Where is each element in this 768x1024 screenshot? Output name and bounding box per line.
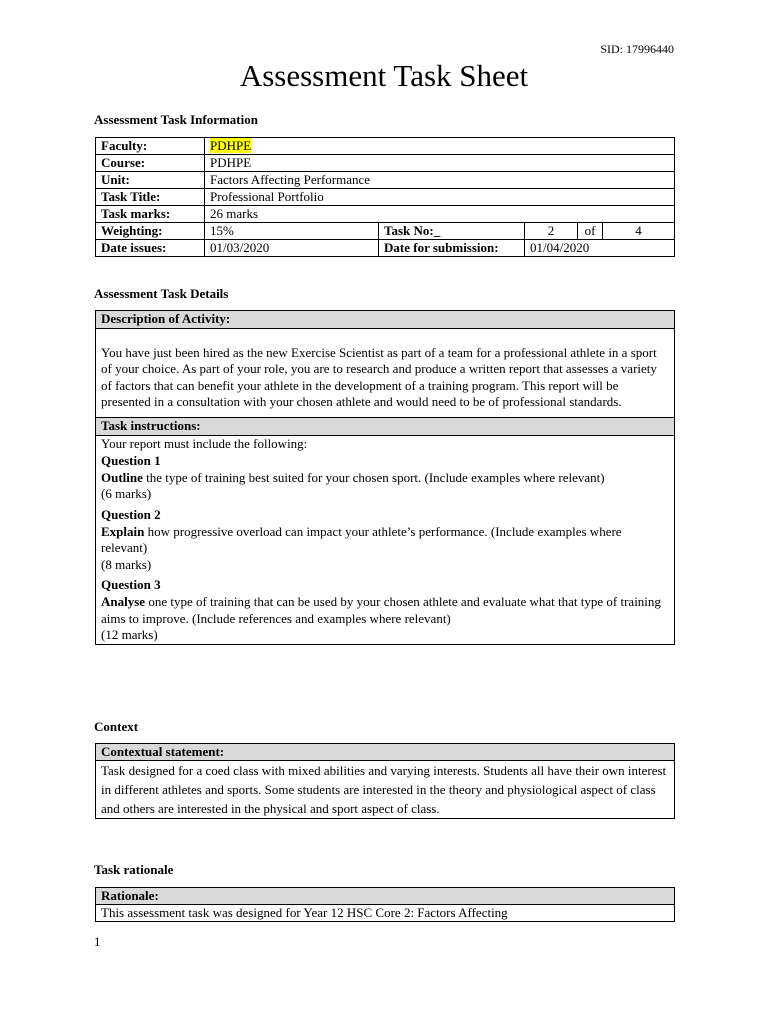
context-heading: Context bbox=[94, 719, 139, 734]
instructions-cell bbox=[96, 435, 675, 644]
page-number: 1 bbox=[94, 934, 101, 949]
table-row bbox=[96, 206, 675, 223]
question-3-marks: (12 marks) bbox=[101, 627, 158, 643]
task-no-value: 2 bbox=[525, 223, 578, 240]
question-1-verb: Outline bbox=[101, 469, 143, 485]
question-3-verb: Analyse bbox=[101, 593, 146, 609]
description-text: You have just been hired as the new Exercise Scientist as part of a team for a professional athlete in a sport of your choice. As part of your role, you are to research and produce a written report that assesses a variety of factors that can benefit your athlete in the development of a training program. This report will be presented in a consultation with your chosen athlete and would need to be of professional standards. bbox=[96, 328, 675, 417]
context-text: Task designed for a coed class with mixed abilities and varying interests. Students all have their own interest in different athletes and sports. Some students are interested in the theory and physiological aspect of class and others are interested in the physical and sport aspect of class. bbox=[96, 761, 675, 819]
course-label: Course: bbox=[96, 155, 205, 172]
question-2-verb: Explain bbox=[101, 523, 145, 539]
question-1-body: the type of training best suited for your chosen sport. (Include examples where relevant) bbox=[142, 469, 605, 485]
of-label: of bbox=[578, 223, 603, 240]
table-row bbox=[96, 240, 675, 257]
weighting-value: 15% bbox=[205, 223, 379, 240]
rationale-table bbox=[95, 887, 675, 922]
task-no-label: Task No:_ bbox=[379, 223, 525, 240]
table-row bbox=[96, 223, 675, 240]
question-1-title: Question 1 bbox=[101, 453, 161, 469]
context-header: Contextual statement: bbox=[96, 744, 675, 761]
table-row bbox=[96, 744, 675, 761]
date-issues-label: Date issues: bbox=[96, 240, 205, 257]
instructions-intro: Your report must include the following: bbox=[101, 435, 308, 451]
unit-value: Factors Affecting Performance bbox=[205, 172, 675, 189]
instructions-header: Task instructions: bbox=[96, 417, 675, 435]
question-2-text bbox=[101, 524, 669, 557]
page-title: Assessment Task Sheet bbox=[239, 58, 529, 93]
info-heading: Assessment Task Information bbox=[94, 112, 258, 127]
task-marks-label: Task marks: bbox=[96, 206, 205, 223]
context-table bbox=[95, 743, 675, 819]
faculty-cell bbox=[205, 138, 675, 155]
table-row bbox=[96, 888, 675, 905]
question-2-body: how progressive overload can impact your athlete’s performance. (Include examples where relevant) bbox=[101, 523, 622, 556]
table-row bbox=[96, 417, 675, 435]
question-1-text bbox=[101, 470, 669, 487]
question-3-text bbox=[101, 594, 669, 627]
table-row bbox=[96, 761, 675, 819]
faculty-value: PDHPE bbox=[210, 138, 252, 153]
student-id: SID: 17996440 bbox=[600, 42, 674, 56]
task-info-table bbox=[95, 137, 675, 257]
table-row bbox=[96, 172, 675, 189]
task-total-value: 4 bbox=[603, 223, 675, 240]
description-header: Description of Activity: bbox=[96, 311, 675, 329]
question-2-marks: (8 marks) bbox=[101, 556, 152, 572]
table-row bbox=[96, 311, 675, 329]
question-1-marks: (6 marks) bbox=[101, 486, 152, 502]
table-row bbox=[96, 328, 675, 417]
table-row bbox=[96, 155, 675, 172]
date-submission-label: Date for submission: bbox=[379, 240, 525, 257]
task-title-label: Task Title: bbox=[96, 189, 205, 206]
rationale-header: Rationale: bbox=[96, 888, 675, 905]
task-marks-value: 26 marks bbox=[205, 206, 675, 223]
unit-label: Unit: bbox=[96, 172, 205, 189]
rationale-heading: Task rationale bbox=[94, 862, 174, 877]
task-title-value: Professional Portfolio bbox=[205, 189, 675, 206]
details-heading: Assessment Task Details bbox=[94, 286, 229, 301]
date-issues-value: 01/03/2020 bbox=[205, 240, 379, 257]
table-row bbox=[96, 189, 675, 206]
course-value: PDHPE bbox=[205, 155, 675, 172]
date-submission-value: 01/04/2020 bbox=[525, 240, 675, 257]
rationale-text: This assessment task was designed for Year 12 HSC Core 2: Factors Affecting bbox=[96, 905, 675, 922]
faculty-label: Faculty: bbox=[96, 138, 205, 155]
question-2-title: Question 2 bbox=[101, 506, 161, 522]
question-3-title: Question 3 bbox=[101, 577, 161, 593]
table-row bbox=[96, 435, 675, 644]
question-3-body: one type of training that can be used by your chosen athlete and evaluate what that type of training aims to improve. (Include references and examples where relevant) bbox=[101, 593, 661, 626]
weighting-label: Weighting: bbox=[96, 223, 205, 240]
table-row bbox=[96, 138, 675, 155]
table-row bbox=[96, 905, 675, 922]
task-details-table bbox=[95, 310, 675, 645]
